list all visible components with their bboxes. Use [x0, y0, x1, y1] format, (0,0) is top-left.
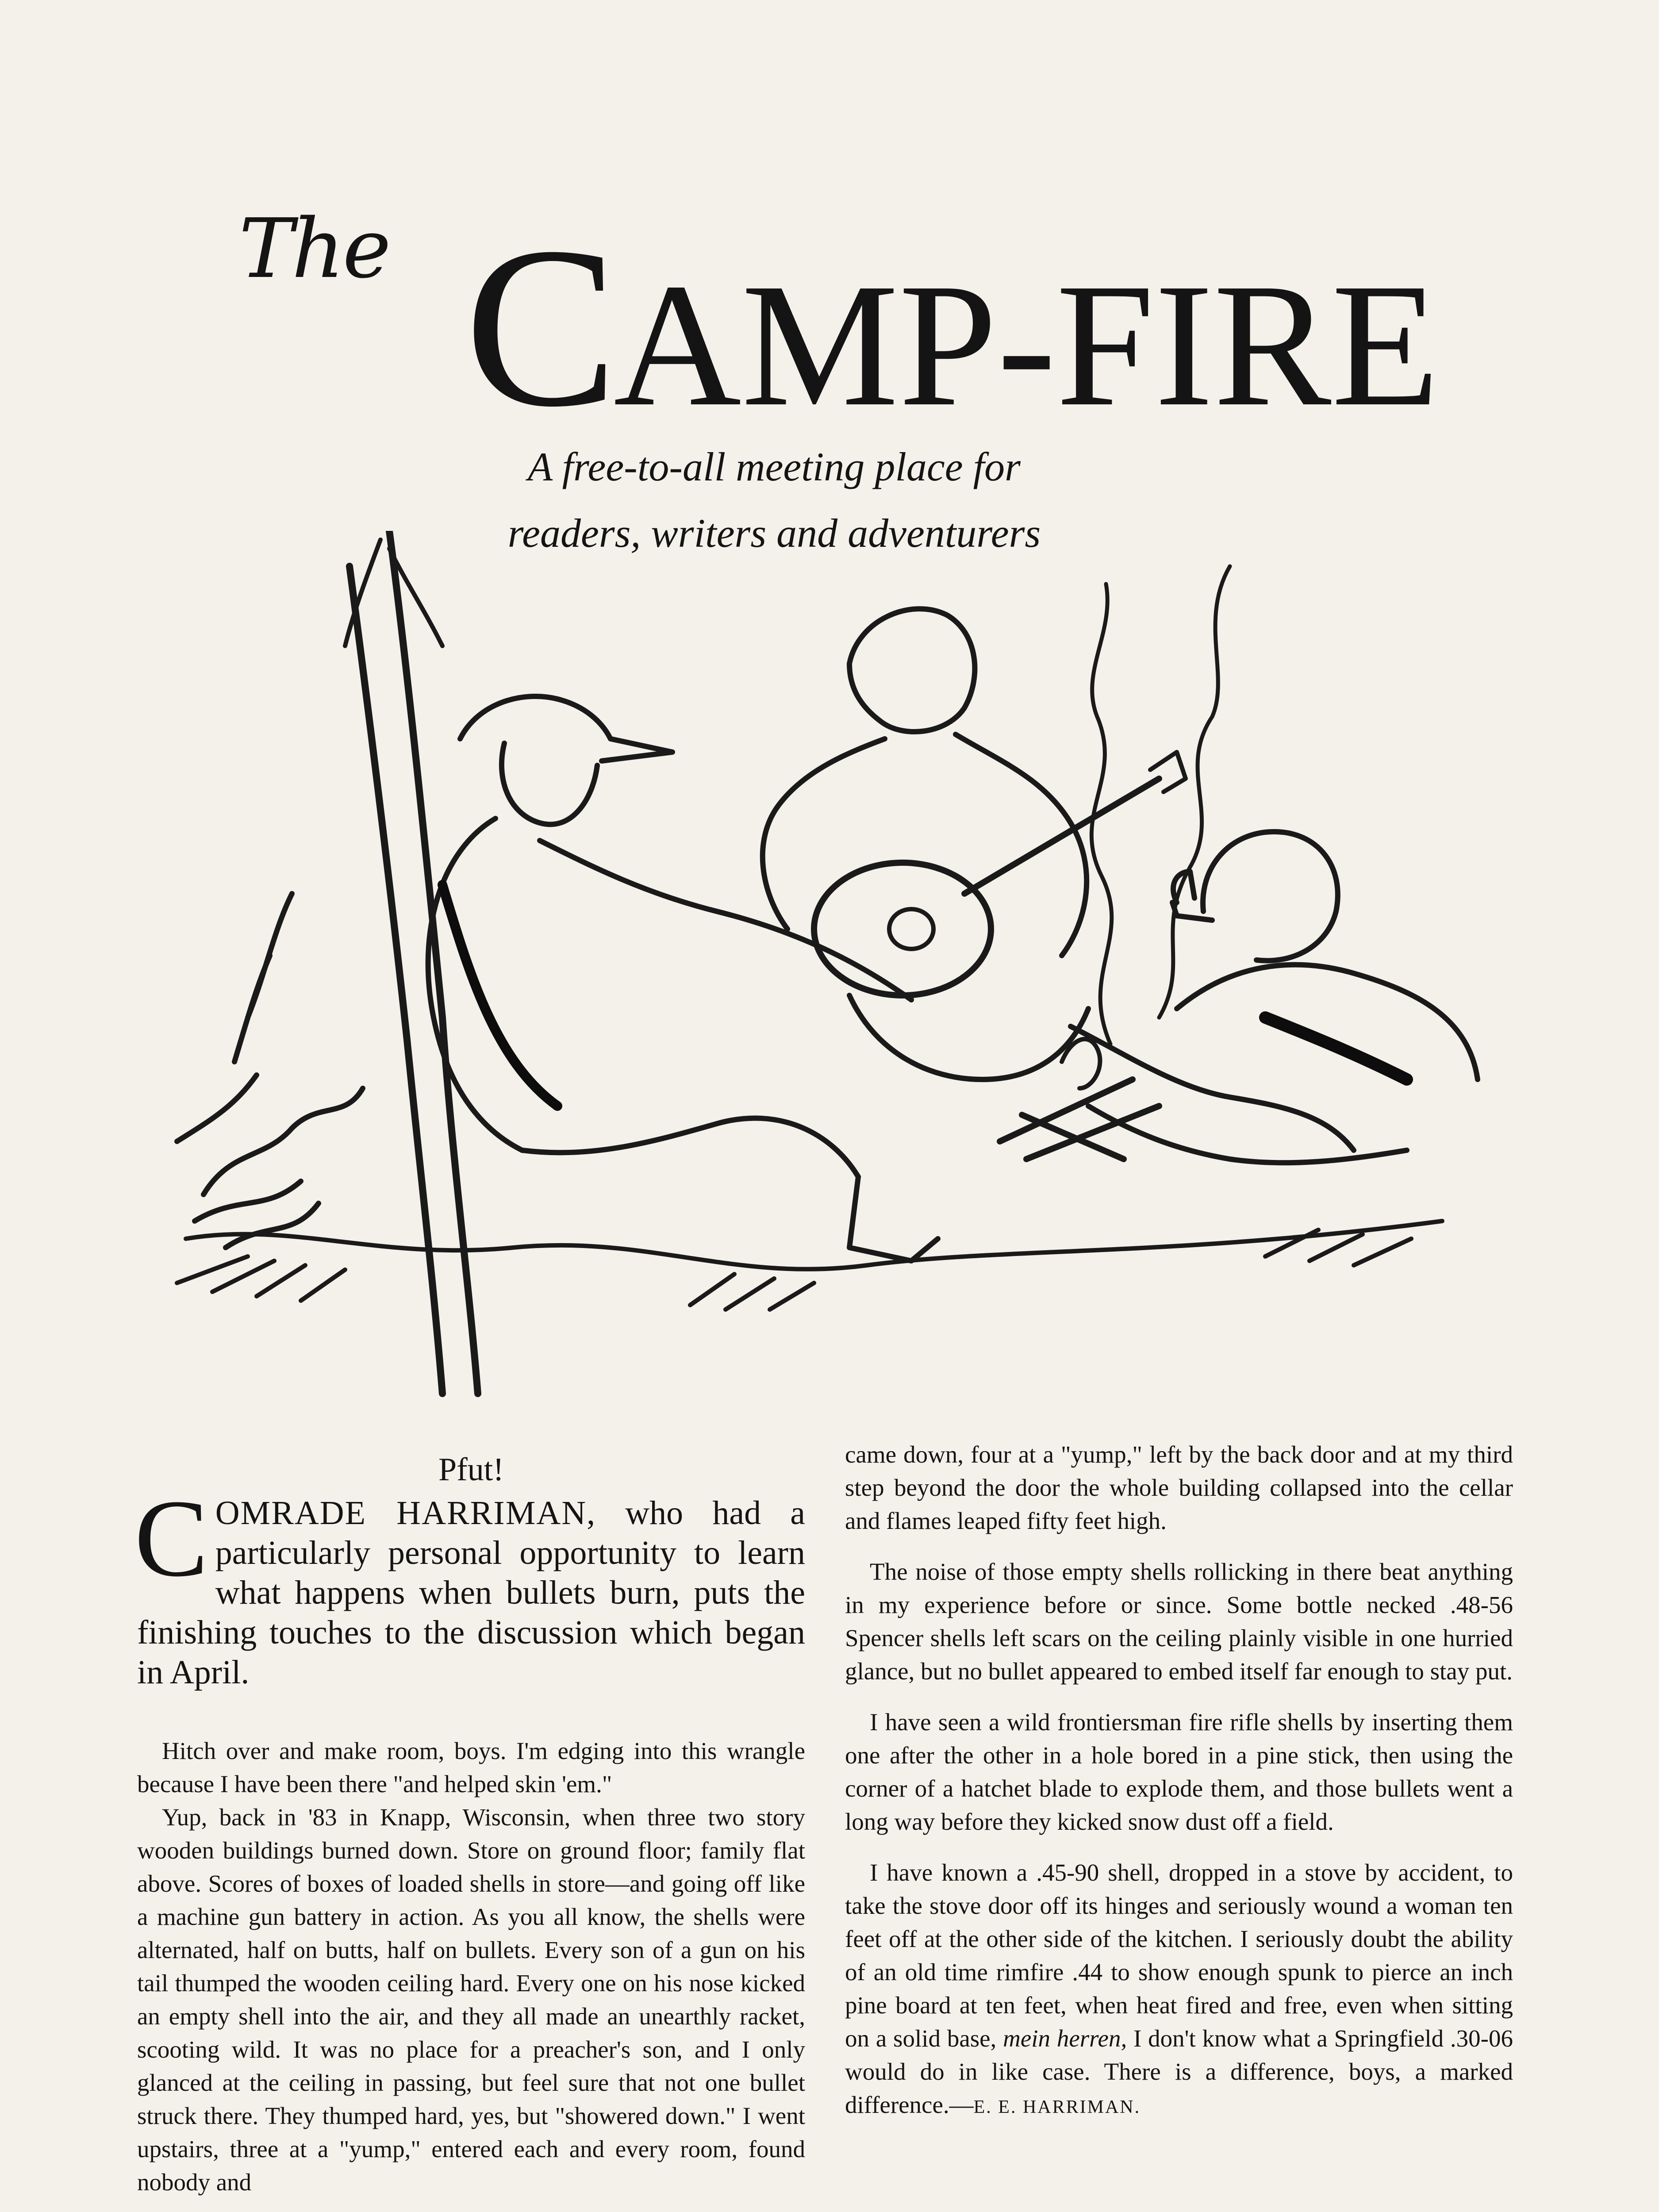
campfire-logs [1000, 1039, 1159, 1159]
paragraph-5-text-a: I have known a .45-90 shell, dropped in a stove by accident, to take the stove door off its hinges and seriously wound a woman ten feet off at the other side of the kitchen. I seriously doubt the ability of an old time rimfire .44 to show enough spunk to pierce an inch pine board at ten feet, when heat fired and free, even when sitting on a solid base, [845, 1859, 1513, 2052]
left-brush [177, 894, 363, 1248]
intro-caps: OMRADE HARRIMAN, [215, 1494, 596, 1532]
ground-hatching [177, 1221, 1442, 1310]
masthead-title-initial: C [465, 200, 614, 454]
paragraph-5-italic: mein herren, [1003, 2025, 1127, 2052]
intro-paragraph [134, 1477, 805, 1692]
reclining-man-with-pipe [1071, 832, 1478, 1163]
paragraph-5-text-b: I don't know what a Springfield .30-06 would do in like case. There is a difference, boys, a marked difference.— [845, 2025, 1513, 2118]
letter-paragraph-4: I have seen a wild frontiersman fire rifle shells by inserting them one after the other in a hole bored in a pine stick, then using the corner of a hatchet blade to explode them, and those bullets went a long way before they kicked snow dust off a field. [845, 1709, 1513, 1835]
subtitle-line-2: readers, writers and adventurers [507, 511, 1041, 556]
letter-continuation: came down, four at a "yump," left by the back door and at my third step beyond the door the whole building collapsed into the cellar and flames leaped fifty feet high. [845, 1441, 1513, 1534]
masthead-title-rest: AMP-FIRE [613, 247, 1440, 443]
guitar-player [763, 609, 1186, 1079]
tree-trunk [345, 531, 478, 1394]
right-column [845, 1438, 1513, 2142]
intro-text: who had a particularly personal opportunity to learn what happens when bullets burn, puts the finishing touches to the discussion which began in April. [137, 1494, 805, 1691]
subtitle-line-1: A free-to-all meeting place for [528, 444, 1021, 489]
letter-body-left [137, 1734, 805, 2199]
section-title: Pfut! [438, 1452, 504, 1488]
drop-cap: C [134, 1477, 208, 1600]
masthead-the: The [239, 201, 390, 296]
campfire-scene-illustration [159, 531, 1513, 1398]
author-signature: E. E. HARRIMAN. [973, 2097, 1141, 2117]
masthead-title [465, 200, 1440, 454]
letter-paragraph-3: The noise of those empty shells rollicking in there beat anything in my experience before or since. Some bottle necked .48-56 Spencer shells left scars on the ceiling plainly visible in one hurried glance, but no bullet appeared to embed itself far enough to stay put. [845, 1558, 1513, 1685]
man-with-hat [428, 696, 938, 1261]
left-column [134, 1433, 805, 2199]
letter-paragraph-5 [845, 1856, 1513, 2124]
letter-paragraph-2: Yup, back in '83 in Knapp, Wisconsin, when three two story wooden buildings burned down. Store on ground floor; family flat above. Scores of boxes of loaded shells in store—and going off like a machine gun battery in action. As you all know, the shells were alternated, half on butts, half on bullets. Every son of a gun on his tail thumped the wooden ceiling hard. Every one on his nose kicked an empty shell into the air, and they all made an unearthly racket, scooting wild. It was no place for a preacher's son, and I only glanced at the ceiling in passing, but feel sure that not one bullet struck there. They thumped hard, yes, but "showered down." I went upstairs, three at a "yump," entered each and every room, found nobody and [137, 1804, 805, 2196]
letter-paragraph-1: Hitch over and make room, boys. I'm edging into this wrangle because I have been there "and helped skin 'em." [137, 1737, 805, 1797]
